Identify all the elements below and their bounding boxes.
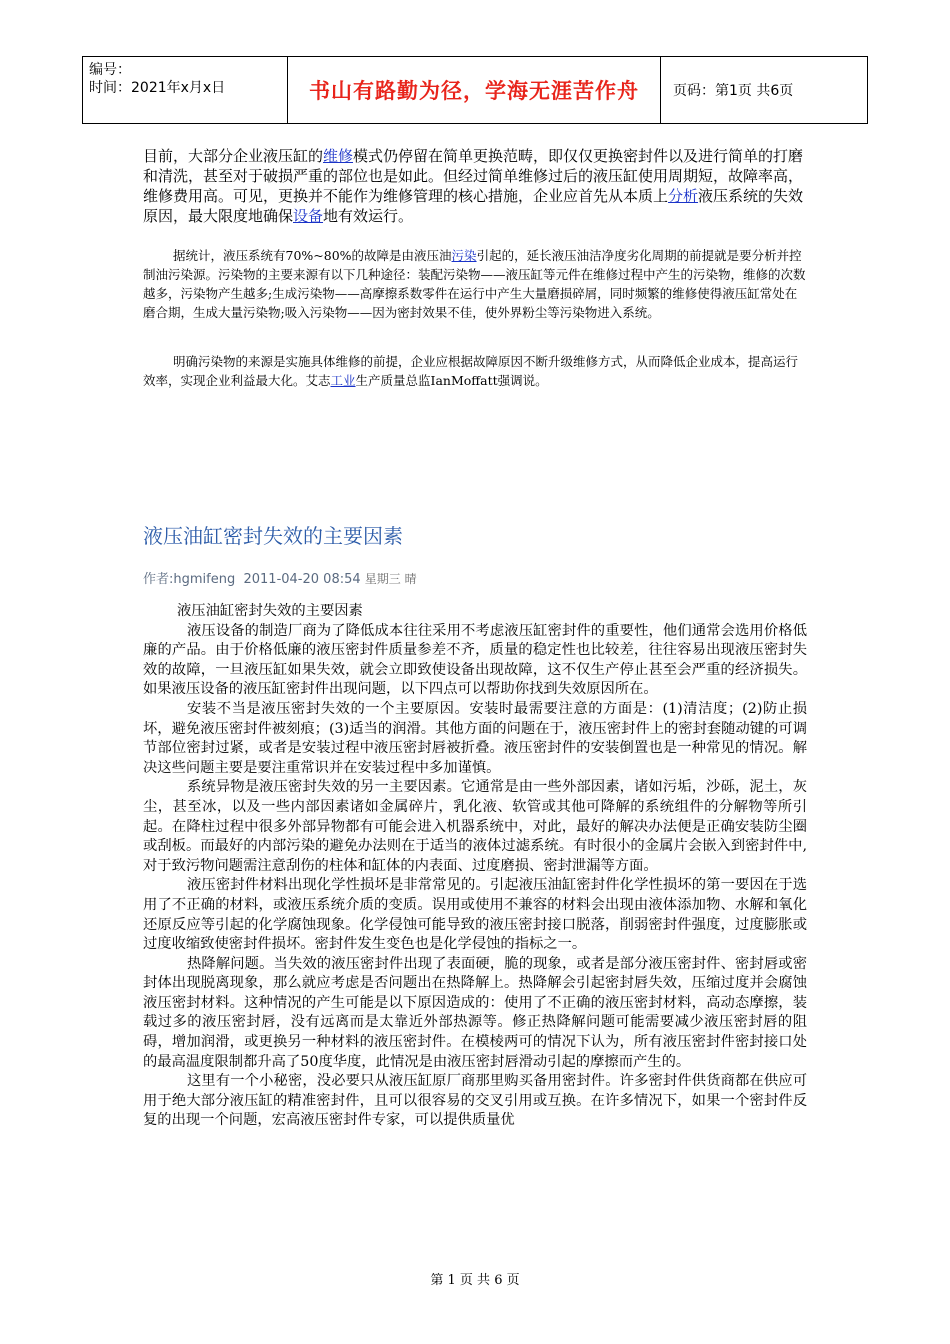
link-weixiu[interactable]: 维修: [323, 147, 354, 165]
link-gongye[interactable]: 工业: [330, 373, 356, 388]
header-left-cell: [83, 57, 288, 124]
article-subtitle: 液压油缸密封失效的主要因素: [177, 603, 363, 619]
weekday-weather: 星期三 晴: [364, 572, 417, 586]
page-info: 页码：第1页 共6页: [661, 57, 868, 124]
datetime: 2011-04-20 08:54: [243, 572, 361, 587]
link-shebei[interactable]: 设备: [293, 207, 324, 225]
body-paragraph: 液压密封件材料出现化学性损坏是非常常见的。引起液压油缸密封件化学性损坏的第一要因在于选用了不正确的材料，或液压系统介质的变质。误用或使用不兼容的材料会出现由液体添加物、水解和氧化还原反应等引起的化学腐蚀现象。化学侵蚀可能导致的液压密封接口脱落，削弱密封件强度，过度膨胀或过度收缩致使密封件损坏。密封件发生变色也是化学侵蚀的指标之一。: [143, 877, 807, 953]
link-wuran[interactable]: 污染: [451, 248, 477, 263]
motto: 书山有路勤为径，学海无涯苦作舟: [288, 57, 661, 124]
link-fenxi[interactable]: 分析: [668, 187, 699, 205]
body-paragraph: 这里有一个小秘密，没必要只从液压缸原厂商那里购买备用密封件。许多密封件供货商都在供应可用于绝大部分液压缸的精准密封件，且可以很容易的交叉引用或互换。在许多情况下，如果一个密封件反复的出现一个问题，宏高液压密封件专家，可以提供质量优: [143, 1073, 807, 1129]
intro-paragraph-2: 据统计，液压系统有70%~80%的故障是由液压油污染引起的，延长液压油洁净度劣化周期的前提就是要分析并控制油污染源。污染物的主要来源有以下几种途径：装配污染物——液压缸等元件在维修过程中产生的污染物，维修的次数越多，污染物产生越多;生成污染物——高摩擦系数零件在运行中产生大量磨损碎屑，同时频繁的维修使得液压缸常处在磨合期，生成大量污染物;吸入污染物——因为密封效果不佳，使外界粉尘等污染物进入系统。: [143, 248, 806, 320]
number-label: 编号：: [89, 62, 131, 78]
header-table: [82, 56, 868, 124]
author: 作者:hgmifeng: [143, 572, 236, 587]
body-paragraph: 安装不当是液压密封失效的一个主要原因。安装时最需要注意的方面是：(1)清洁度；(2)防止损坏，避免液压密封件被刻痕；(3)适当的润滑。其他方面的问题在于，液压密封件上的密封套随动键的可调节部位密封过紧，或者是安装过程中液压密封唇被折叠。液压密封件的安装倒置也是一种常见的情况。解决这些问题主要是要注重常识并在安装过程中多加谨慎。: [143, 700, 807, 776]
page-footer: 第 1 页 共 6 页: [430, 1273, 520, 1288]
intro-paragraph-1: 目前，大部分企业液压缸的维修模式仍停留在简单更换范畴，即仅仅更换密封件以及进行简单的打磨和清洗，甚至对于破损严重的部位也是如此。但经过简单维修过后的液压缸使用周期短，故障率高，维修费用高。可见，更换并不能作为维修管理的核心措施，企业应首先从本质上分析液压系统的失效原因，最大限度地确保设备地有效运行。: [143, 147, 804, 225]
article-body: [143, 602, 807, 1131]
time-label: 时间：2021年x月x日: [89, 80, 226, 96]
body-paragraph: 液压设备的制造厂商为了降低成本往往采用不考虑液压缸密封件的重要性，他们通常会选用价格低廉的产品。由于价格低廉的液压密封件质量参差不齐，质量的稳定性也比较差，往往容易出现液压密封失效的故障，一旦液压缸如果失效，就会立即致使设备出现故障，这不仅生产停止甚至会严重的经济损失。如果液压设备的液压缸密封件出现问题，以下四点可以帮助你找到失效原因所在。: [143, 622, 807, 698]
byline: [143, 568, 417, 587]
body-paragraph: 系统异物是液压密封失效的另一主要因素。它通常是由一些外部因素，诸如污垢，沙砾，泥土，灰尘，甚至冰，以及一些内部因素诸如金属碎片，乳化液、软管或其他可降解的系统组件的分解物等所引起。在降柱过程中很多外部异物都有可能会进入机器系统中，对此，最好的解决办法便是正确安装防尘圈或刮板。而最好的内部污染的避免办法则在于适当的液体过滤系统。有时很小的金属片会嵌入到密封件中,对于致污物问题需注意刮伤的柱体和缸体的内表面、过度磨损、密封泄漏等方面。: [143, 779, 807, 874]
intro-paragraph-3: 明确污染物的来源是实施具体维修的前提，企业应根据故障原因不断升级维修方式，从而降低企业成本，提高运行效率，实现企业利益最大化。艾志工业生产质量总监IanMoffatt强调说。: [143, 354, 799, 388]
article-title: 液压油缸密封失效的主要因素: [143, 524, 403, 548]
body-paragraph: 热降解问题。当失效的液压密封件出现了表面硬，脆的现象，或者是部分液压密封件、密封唇或密封体出现脱离现象，那么就应考虑是否问题出在热降解上。热降解会引起密封唇失效，压缩过度并会腐蚀液压密封材料。这种情况的产生可能是以下原因造成的：使用了不正确的液压密封材料，高动态摩擦，装载过多的液压密封唇，没有远离而是太靠近外部热源等。修正热降解问题可能需要减少液压密封唇的阻碍，增加润滑，或更换另一种材料的液压密封件。在模棱两可的情况下认为，所有液压密封件密封接口处的最高温度限制都升高了50度华度，此情况是由液压密封唇滑动引起的摩擦而产生的。: [143, 955, 807, 1070]
